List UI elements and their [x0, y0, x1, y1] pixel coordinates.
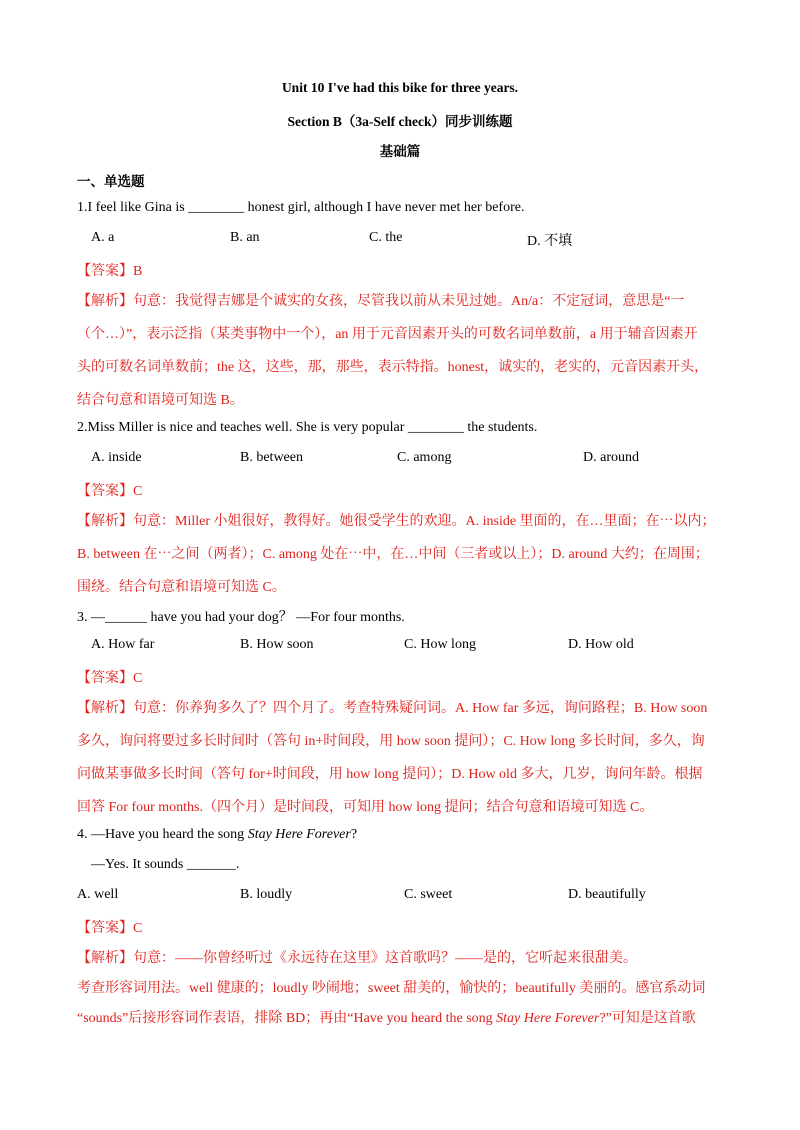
- question-1-explanation-line-3: 头的可数名词单数前；the 这，这些，那，那些，表示特指。honest，诚实的，老实的，元音因素开头，: [77, 360, 709, 375]
- question-4-explanation-text: “sounds”后接形容词作表语，排除 BD；再由“Have you heard the song: [77, 1011, 497, 1026]
- question-4-stem: [77, 827, 737, 843]
- question-3-explanation-line-3: 问做某事做多长时间（答句 for+时间段，用 how long 提问）；D. How old 多大，几岁，询问年龄。根据: [77, 767, 703, 782]
- question-2-explanation-line-1: 【解析】句意：Miller 小姐很好，教得好。她很受学生的欢迎。A. inside 里面的，在…里面；在⋯以内；: [77, 514, 716, 529]
- question-3-explanation-line-1: 【解析】句意：你养狗多久了？四个月了。考查特殊疑问词。A. How far 多远，询问路程；B. How soon: [77, 701, 708, 716]
- question-2-explanation-line-2: B. between 在⋯之间（两者）；C. among 处在⋯中，在…中间（三者或以上）；D. around 大约；在周围；: [77, 547, 709, 562]
- question-1-explanation-line-4: 结合句意和语境可知选 B。: [77, 393, 244, 408]
- question-1-explanation-line-2: （个…）”，表示泛指（某类事物中一个），an 用于元音因素开头的可数名词单数前，a 用于辅音因素开: [77, 327, 698, 342]
- question-3-option-d: D. How old: [568, 637, 634, 652]
- question-4-explanation-end: ?”可知是这首歌: [599, 1011, 696, 1026]
- question-3-option-b: B. How soon: [240, 637, 314, 652]
- question-1-option-c: C. the: [369, 230, 403, 245]
- question-3-explanation-line-2: 多久，询问将要过多长时间时（答句 in+时间段，用 how soon 提问）；C. How long 多长时间，多久，询: [77, 734, 705, 749]
- question-3-stem: 3. —______ have you had your dog？ —For four months.: [77, 610, 405, 625]
- question-3-answer: 【答案】C: [77, 671, 143, 686]
- question-4-explanation-line-2: 考查形容词用法。well 健康的；loudly 吵闹地；sweet 甜美的，愉快的；beautifully 美丽的。感官系动词: [77, 981, 706, 996]
- question-4-explanation-line-3: [77, 1007, 727, 1027]
- question-3-option-a: A. How far: [91, 637, 155, 652]
- question-4-response: —Yes. It sounds _______.: [91, 857, 240, 872]
- question-1-stem: 1.I feel like Gina is ________ honest girl, although I have never met her before.: [77, 200, 525, 215]
- question-2-option-b: B. between: [240, 450, 303, 465]
- question-4-stem-text: 4. —Have you heard the song: [77, 827, 248, 842]
- difficulty-level: 基础篇: [379, 144, 421, 159]
- question-1-option-b: B. an: [230, 230, 260, 245]
- question-2-option-d: D. around: [583, 450, 639, 465]
- question-1-explanation-line-1: 【解析】句意：我觉得吉娜是个诚实的女孩，尽管我以前从未见过她。An/a：不定冠词，意思是“一: [77, 294, 685, 309]
- document-title: Unit 10 I've had this bike for three years.: [281, 80, 519, 95]
- question-4-answer: 【答案】C: [77, 921, 143, 936]
- question-4-option-b: B. loudly: [240, 887, 293, 902]
- question-1-option-a: A. a: [91, 230, 115, 245]
- question-1-option-d: D. 不填: [527, 234, 573, 249]
- question-2-option-c: C. among: [397, 450, 452, 465]
- question-4-song-title: Stay Here Forever: [247, 827, 351, 842]
- question-4-explanation-line-1: 【解析】句意：——你曾经听过《永远待在这里》这首歌吗？——是的，它听起来很甜美。: [77, 951, 637, 966]
- question-2-answer: 【答案】C: [77, 484, 143, 499]
- question-4-option-a: A. well: [77, 887, 119, 902]
- section-heading: 一、单选题: [77, 174, 145, 189]
- question-3-explanation-line-4: 回答 For four months.（四个月）是时间段，可知用 how long 提问；结合句意和语境可知选 C。: [77, 800, 654, 815]
- question-3-option-c: C. How long: [404, 637, 476, 652]
- document-subtitle: Section B（3a-Self check）同步训练题: [287, 114, 513, 129]
- question-4-stem-end: ?: [350, 827, 358, 842]
- question-2-stem: 2.Miss Miller is nice and teaches well. She is very popular ________ the students.: [77, 420, 538, 435]
- question-4-option-d: D. beautifully: [568, 887, 646, 902]
- question-1-answer: 【答案】B: [77, 264, 143, 279]
- question-2-explanation-line-3: 围绕。结合句意和语境可知选 C。: [77, 580, 286, 595]
- question-2-option-a: A. inside: [91, 450, 142, 465]
- question-4-explanation-song-title: Stay Here Forever: [496, 1011, 600, 1026]
- question-4-option-c: C. sweet: [404, 887, 453, 902]
